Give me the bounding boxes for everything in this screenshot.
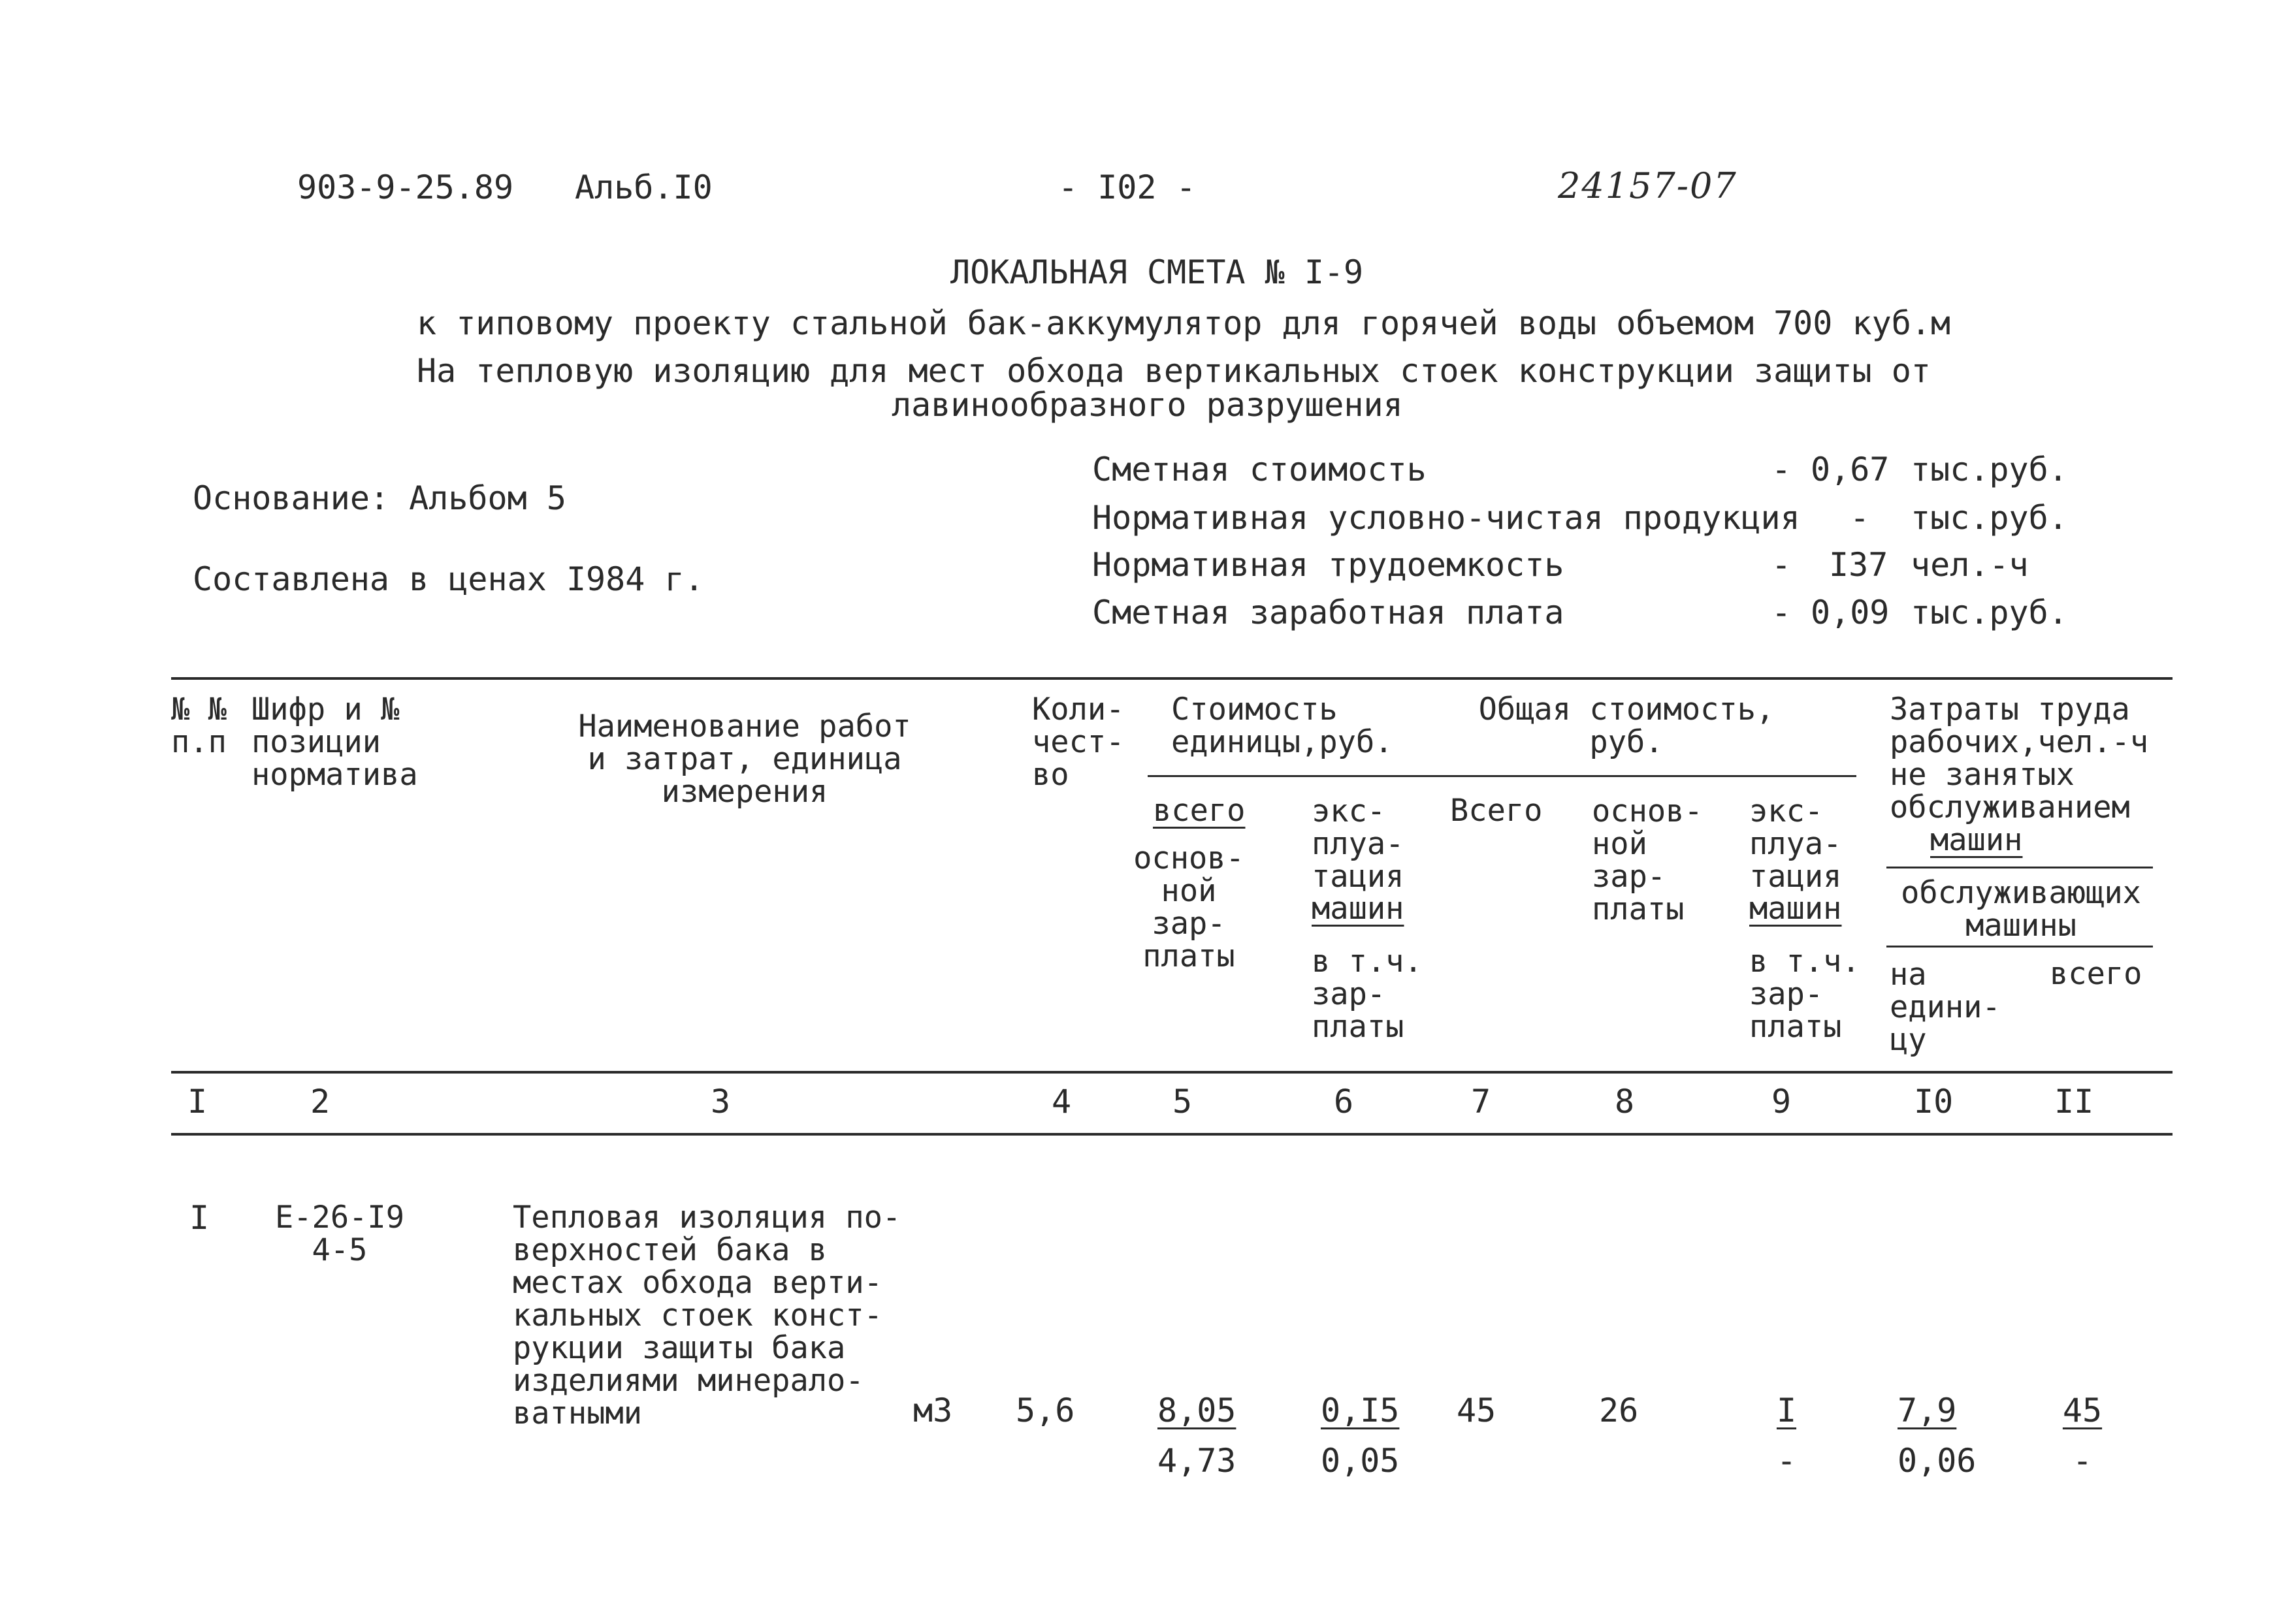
column-number: 4: [1052, 1083, 1072, 1121]
row-unit-wage: 4,73: [1157, 1442, 1236, 1480]
table-top-rule: [171, 677, 2173, 680]
handwritten-number: 24157-07: [1558, 165, 1737, 206]
summary-label: Нормативная условно-чистая продукция: [1092, 499, 1800, 537]
row-labor-total: 45: [2062, 1392, 2103, 1429]
column-number: 7: [1471, 1083, 1491, 1121]
row-labor-per-unit-machines: 0,06: [1898, 1442, 1977, 1480]
title-subject-line-2: лавинообразного разрушения: [892, 386, 1403, 424]
summary-label: Нормативная трудоемкость: [1092, 546, 1564, 584]
summary-unit: тыс.руб.: [1911, 451, 2068, 488]
summary-value: 0,09: [1811, 594, 1890, 631]
col-header-labor-machines: обслуживающих машины: [1901, 875, 2141, 944]
basis-album: Основание: Альбом 5: [193, 479, 566, 517]
row-unit-total: 8,05: [1157, 1392, 1236, 1429]
summary-label: Сметная стоимость: [1092, 451, 1427, 488]
estimate-title: ЛОКАЛЬНАЯ СМЕТА № I-9: [950, 253, 1364, 291]
col-header-total: Всего: [1450, 793, 1543, 829]
labor-subheader-rule: [1886, 867, 2153, 868]
summary-unit: тыс.руб.: [1911, 594, 2068, 631]
summary-value: I37: [1829, 546, 1888, 584]
row-number: I: [189, 1199, 210, 1237]
summary-dash: -: [1850, 499, 1870, 537]
row-total-machines-wage: -: [1776, 1442, 1797, 1480]
column-number: I0: [1914, 1083, 1954, 1121]
row-name: Тепловая изоляция по- верхностей бака в местах обхода верти- кальных стоек конст- рукции защиты бака изделиями минерало- ватными: [513, 1200, 901, 1431]
col-header-labor-per-unit: на едини- цу: [1890, 957, 2001, 1058]
summary-dash: -: [1771, 546, 1792, 584]
summary-unit: тыс.руб.: [1911, 499, 2068, 537]
col-header-labor-total: всего: [2050, 956, 2142, 992]
col-header-total-machines-wage: в т.ч. зар- платы: [1749, 944, 1860, 1045]
cost-subheader-rule: [1148, 775, 1856, 777]
row-code: Е-26-I9 4-5: [274, 1200, 405, 1268]
column-numbers-rule: [171, 1133, 2173, 1136]
column-number: 5: [1172, 1083, 1193, 1121]
title-project-line: к типовому проекту стальной бак-аккумулятор для горячей воды объемом 700 куб.м: [417, 304, 1950, 342]
row-labor-total-machines: -: [2072, 1442, 2093, 1480]
col-header-number: № № п.п: [171, 692, 227, 760]
col-header-labor-u: машин: [1930, 822, 2023, 858]
row-unit: м3: [913, 1392, 953, 1429]
header-bottom-rule: [171, 1071, 2173, 1074]
col-header-unit-wage: основ- ной зар- платы: [1133, 840, 1244, 974]
row-quantity: 5,6: [1016, 1392, 1075, 1429]
col-header-total-machines-u: машин: [1749, 891, 1842, 927]
col-header-unit-machines-u: машин: [1312, 891, 1404, 927]
summary-dash: -: [1771, 594, 1792, 631]
col-header-unit-machines-wage: в т.ч. зар- платы: [1312, 944, 1423, 1045]
col-header-labor: Затраты труда рабочих,чел.-ч не занятых обслуживанием: [1890, 692, 2149, 825]
col-header-total-cost: Общая стоимость, руб.: [1478, 692, 1775, 760]
row-unit-machines-wage: 0,05: [1321, 1442, 1400, 1480]
col-header-unit-total: всего: [1153, 793, 1246, 829]
page-number: - I02 -: [1058, 168, 1196, 206]
row-total-machines: I: [1776, 1392, 1797, 1429]
title-subject-line: На тепловую изоляцию для мест обхода вертикальных стоек конструкции защиты от: [417, 352, 1931, 390]
row-total-wage: 26: [1599, 1392, 1639, 1429]
summary-label: Сметная заработная плата: [1092, 594, 1564, 631]
column-number: 9: [1771, 1083, 1792, 1121]
document-code: 903-9-25.89: [297, 168, 514, 206]
column-number: 6: [1334, 1083, 1354, 1121]
column-number: II: [2054, 1083, 2094, 1121]
album-number: Альб.I0: [575, 168, 713, 206]
row-labor-per-unit: 7,9: [1898, 1392, 1957, 1429]
column-number: 8: [1615, 1083, 1635, 1121]
column-number: 3: [711, 1083, 731, 1121]
price-year: Составлена в ценах I984 г.: [193, 560, 704, 598]
col-header-name: Наименование работ и затрат, единица измерения: [578, 709, 911, 810]
col-header-total-wage: основ- ной зар- платы: [1592, 793, 1703, 927]
summary-unit: чел.-ч: [1911, 546, 2029, 584]
row-unit-machines: 0,I5: [1321, 1392, 1400, 1429]
summary-value: 0,67: [1811, 451, 1890, 488]
column-number: I: [187, 1083, 208, 1121]
col-header-total-machines: экс- плуа- тация: [1749, 793, 1842, 895]
labor-subheader-rule-2: [1886, 946, 2153, 947]
col-header-code: Шифр и № позиции норматива: [251, 692, 418, 793]
col-header-unit-cost: Стоимость единицы,руб.: [1171, 692, 1393, 760]
row-total: 45: [1457, 1392, 1496, 1429]
col-header-unit-machines: экс- плуа- тация: [1312, 793, 1404, 895]
col-header-quantity: Коли- чест- во: [1032, 692, 1125, 793]
summary-dash: -: [1771, 451, 1792, 488]
column-number: 2: [310, 1083, 331, 1121]
